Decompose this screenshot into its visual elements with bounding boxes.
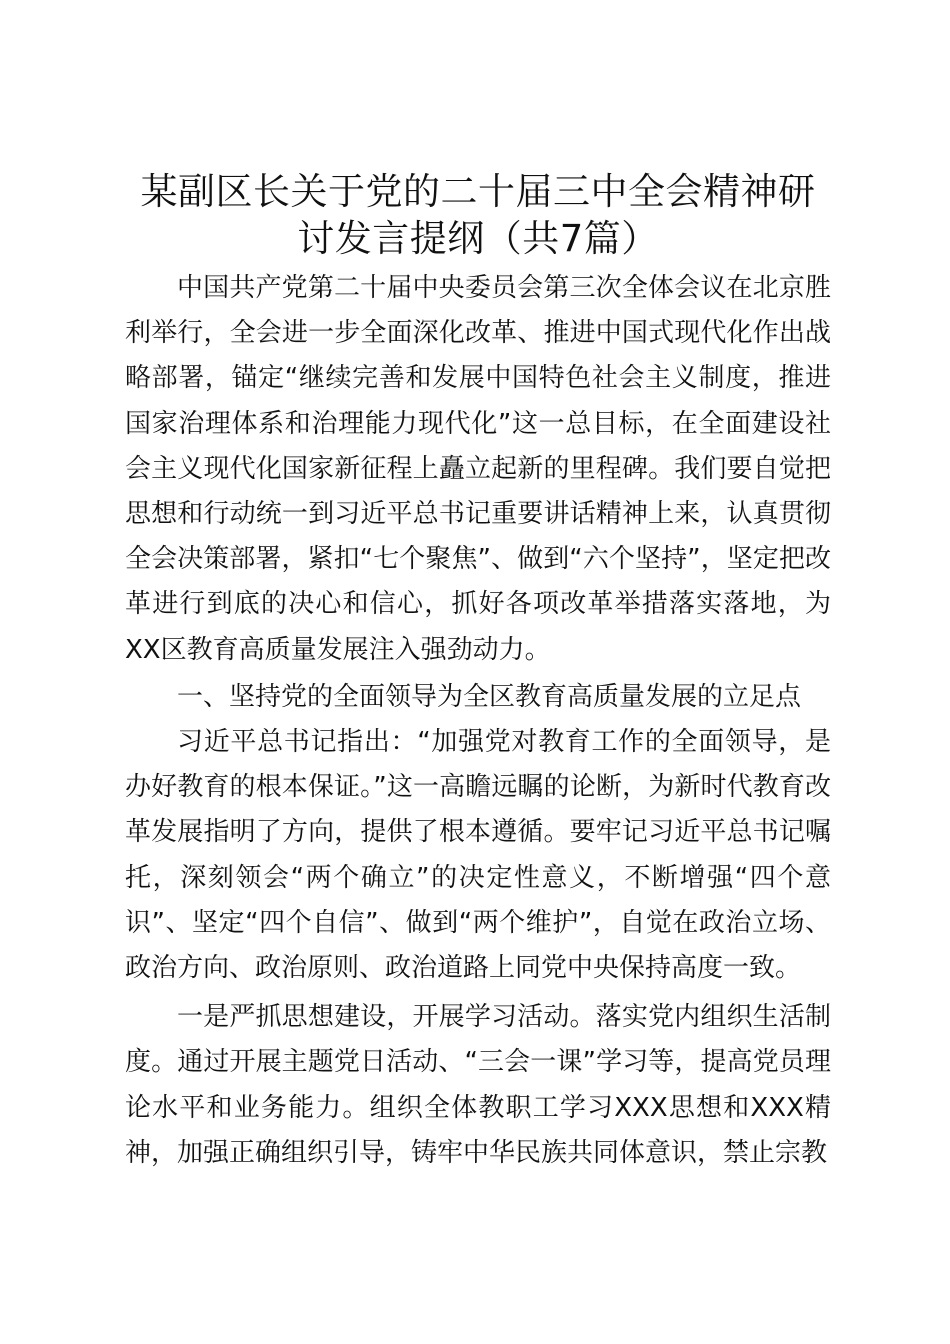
body-paragraph: 一是严抓思想建设，开展学习活动。落实党内组织生活制度。通过开展主题党日活动、“三会一课”学习等，提高党员理论水平和业务能力。组织全体教职工学习XXX思想和XXX精神，加强正确组织引导，铸牢中华民族共同体意识，禁止宗教 xyxy=(125,1002,831,1168)
body-paragraph: 习近平总书记指出：“加强党对教育工作的全面领导，是办好教育的根本保证。”这一高瞻远瞩的论断，为新时代教育改革发展指明了方向，提供了根本遵循。要牢记习近平总书记嘱托，深刻领会“两个确立”的决定性意义，不断增强“四个意识”、坚定“四个自信”、做到“两个维护”，自觉在政治立场、政治方向、政治原则、政治道路上同党中央保持高度一致。 xyxy=(125,727,831,984)
document-title: 某副区长关于党的二十届三中全会精神研讨发言提纲（共7篇） xyxy=(140,170,816,260)
intro-paragraph: 中国共产党第二十届中央委员会第三次全体会议在北京胜利举行，全会进一步全面深化改革、推进中国式现代化作出战略部署，锚定“继续完善和发展中国特色社会主义制度，推进国家治理体系和治理能力现代化”这一总目标，在全面建设社会主义现代化国家新征程上矗立起新的里程碑。我们要自觉把思想和行动统一到习近平总书记重要讲话精神上来，认真贯彻全会决策部署，紧扣“七个聚焦”、做到“六个坚持”，坚定把改革进行到底的决心和信心，抓好各项改革举措落实落地，为XX区教育高质量发展注入强劲动力。 xyxy=(125,273,831,665)
document-page xyxy=(125,168,831,1176)
section-heading: 一、坚持党的全面领导为全区教育高质量发展的立足点 xyxy=(177,681,802,712)
